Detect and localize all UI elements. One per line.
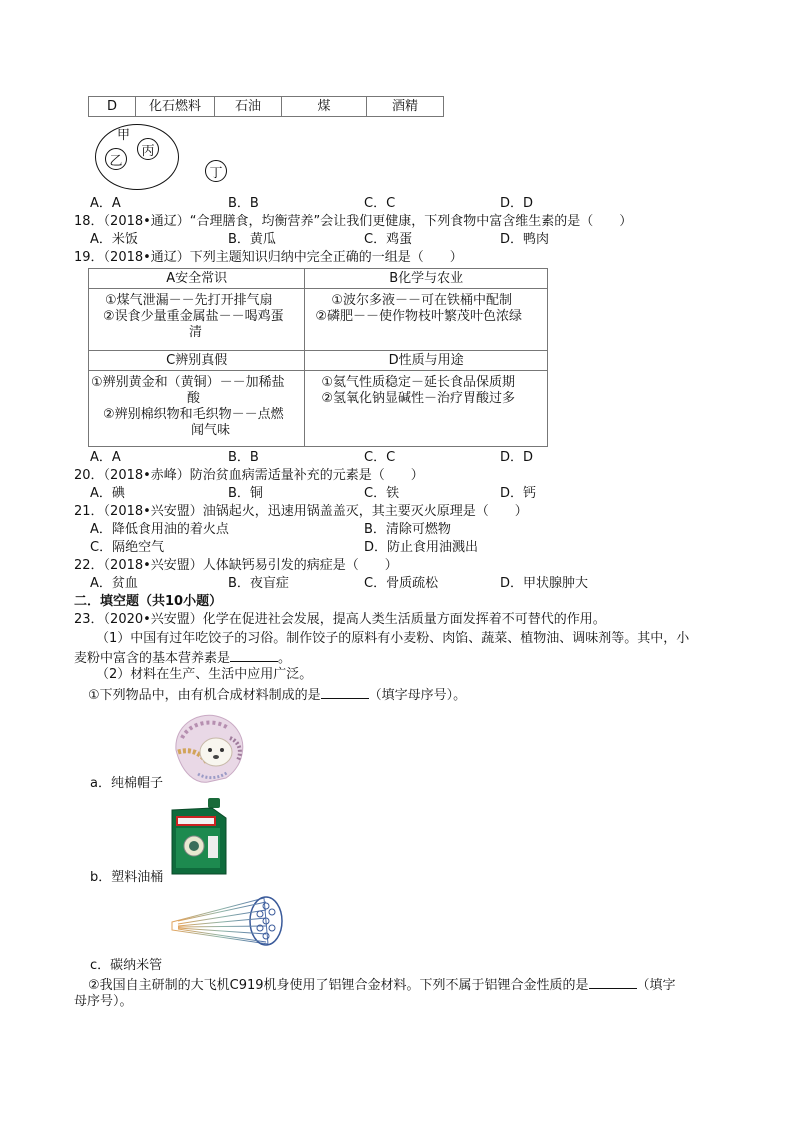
option: A．A — [90, 450, 121, 465]
table-cell: 化石燃料 — [136, 97, 215, 117]
table-header-d: D性质与用途 — [305, 351, 548, 371]
option: D．防止食用油溅出 — [364, 540, 479, 555]
venn-circle-bing: 丙 — [137, 138, 159, 160]
question-23-part2: （2）材料在生产、生活中应用广泛。 — [96, 667, 313, 682]
table-cell: D — [89, 97, 136, 117]
question-18-stem: 18．（2018•通辽）“合理膳食，均衡营养”会让我们更健康，下列食物中富含维生素的是（ ） — [74, 214, 633, 229]
table-cell-a — [89, 289, 305, 351]
fuel-table-row — [88, 96, 444, 117]
question-23-part1-cont — [74, 649, 291, 667]
text: 麦粉中富含的基本营养素是 — [74, 651, 231, 666]
table-cell: 煤 — [282, 97, 367, 117]
cell-line: ②辨别棉织物和毛织物－－点燃 — [103, 407, 284, 422]
cell-line: 闻气味 — [191, 423, 231, 438]
option: D．鸭肉 — [500, 232, 550, 247]
text: ②我国自主研制的大飞机C919机身使用了铝锂合金材料。下列不属于铝锂合金性质的是 — [88, 978, 589, 993]
text: ①下列物品中，由有机合成材料制成的是 — [88, 688, 321, 703]
table-cell: 酒精 — [367, 97, 444, 117]
cell-line: ①波尔多液－－可在铁桶中配制 — [331, 293, 512, 308]
question-19-stem: 19．（2018•通辽）下列主题知识归纳中完全正确的一组是（ ） — [74, 250, 463, 265]
option: C．鸡蛋 — [364, 232, 413, 247]
plastic-oil-bottle-image — [168, 796, 232, 878]
table-header-a: A安全常识 — [89, 269, 305, 289]
option: B．清除可燃物 — [364, 522, 451, 537]
cell-line: ①氦气性质稳定－延长食品保质期 — [321, 375, 515, 390]
option: A．贫血 — [90, 576, 138, 591]
option: D．D — [500, 450, 534, 465]
cotton-hat-image — [168, 708, 250, 790]
cell-line: ①煤气泄漏－－先打开排气扇 — [105, 293, 273, 308]
venn-circle-ding: 丁 — [205, 160, 227, 182]
question-22-stem: 22．（2018•兴安盟）人体缺钙易引发的病症是（ ） — [74, 558, 398, 573]
option: D．D — [500, 196, 534, 211]
answer-blank — [321, 686, 369, 699]
question-23-part3 — [88, 686, 466, 704]
item-b-label: b．塑料油桶 — [90, 870, 164, 885]
table-cell-c — [89, 371, 305, 447]
cell-line: 清 — [189, 325, 203, 340]
text: （填字 — [636, 978, 676, 993]
cell-line: ②误食少量重金属盐－－喝鸡蛋 — [103, 309, 284, 324]
option: D．甲状腺肿大 — [500, 576, 589, 591]
option: A．A — [90, 196, 121, 211]
cell-line: ②磷肥－－使作物枝叶繁茂叶色浓绿 — [315, 309, 522, 324]
question-23-part4-cont: 母序号）。 — [74, 994, 133, 1009]
option: A．米饭 — [90, 232, 138, 247]
venn-label-jia: 甲 — [117, 128, 131, 143]
section-heading: 二．填空题（共10小题） — [74, 594, 223, 609]
option: C．隔绝空气 — [90, 540, 165, 555]
option: A．碘 — [90, 486, 125, 501]
table-cell-b — [305, 289, 548, 351]
table-cell: 石油 — [215, 97, 282, 117]
knowledge-table — [88, 268, 548, 447]
option: B．铜 — [228, 486, 263, 501]
table-header-b: B化学与农业 — [305, 269, 548, 289]
option: C．C — [364, 196, 396, 211]
cell-line: 酸 — [187, 391, 201, 406]
option: B．B — [228, 196, 259, 211]
option: C．铁 — [364, 486, 400, 501]
question-23-stem: 23．（2020•兴安盟）化学在促进社会发展，提高人类生活质量方面发挥着不可替代的作用。 — [74, 612, 606, 627]
table-cell-d — [305, 371, 548, 447]
cell-line: ①辨别黄金和（黄铜）－－加稀盐 — [91, 375, 285, 390]
venn-circle-yi: 乙 — [105, 148, 127, 170]
answer-blank — [230, 649, 278, 662]
option: D．钙 — [500, 486, 537, 501]
question-23-part4 — [88, 976, 676, 994]
question-20-stem: 20．（2018•赤峰）防治贫血病需适量补充的元素是（ ） — [74, 468, 424, 483]
option: C．骨质疏松 — [364, 576, 439, 591]
carbon-nanotube-image — [168, 892, 288, 950]
text: 。 — [278, 651, 292, 666]
option: B．B — [228, 450, 259, 465]
table-header-c: C辨别真假 — [89, 351, 305, 371]
item-a-label: a．纯棉帽子 — [90, 776, 163, 791]
option: B．夜盲症 — [228, 576, 289, 591]
option: B．黄瓜 — [228, 232, 276, 247]
text: （填字母序号）。 — [368, 688, 467, 703]
option: C．C — [364, 450, 396, 465]
question-23-part1: （1）中国有过年吃饺子的习俗。制作饺子的原料有小麦粉、肉馅、蔬菜、植物油、调味剂等。其中，小 — [96, 631, 690, 646]
answer-blank — [589, 976, 637, 989]
option: A．降低食用油的着火点 — [90, 522, 229, 537]
question-21-stem: 21．（2018•兴安盟）油锅起火，迅速用锅盖盖灭，其主要灭火原理是（ ） — [74, 504, 528, 519]
cell-line: ②氢氧化钠显碱性－治疗胃酸过多 — [321, 391, 515, 406]
item-c-label: c．碳纳米管 — [90, 958, 163, 973]
